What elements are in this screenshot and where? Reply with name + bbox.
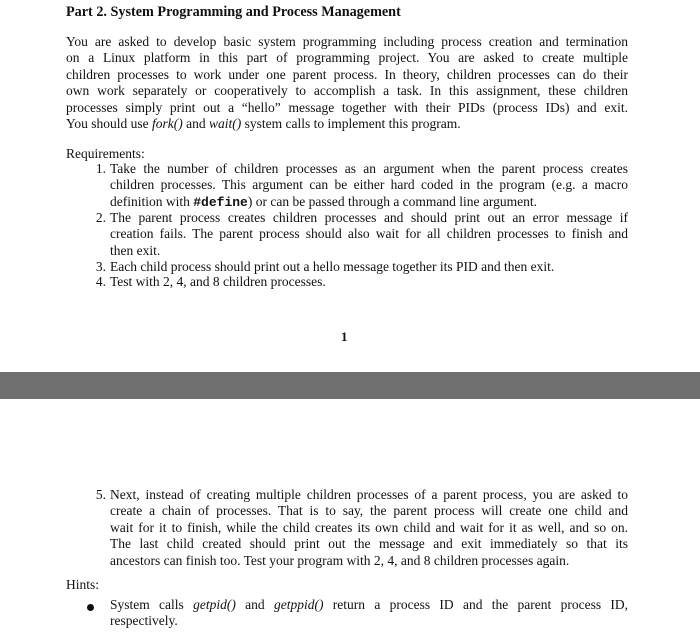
- requirement-item-4: Test with 2, 4, and 8 children processes.: [110, 274, 326, 289]
- requirements-heading: Requirements:: [66, 146, 145, 161]
- requirement-item-5: Next, instead of creating multiple children processes of a parent process, you are asked to create a chain of processes. That is to say, the parent process will create one child and wait for it to finish, while the child creates its own child and wait for it as well, and so on. The last child created should print out the message and exit immediately so that its ancestors can finish too. Test your program with 2, 4, and 8 children processes again.: [110, 487, 628, 568]
- requirement-item-1: Take the number of children processes as an argument when the parent process creates children processes. This argument can be either hard coded in the program (e.g. a macro definition with #define) or can be passed through a command line argument.: [110, 161, 628, 210]
- hints-heading: Hints:: [66, 577, 100, 592]
- getppid-call: getppid(): [273, 597, 324, 612]
- list-number: 5.: [95, 487, 106, 502]
- intro-line: You are asked to develop basic system programming including process creation and termination: [66, 34, 628, 49]
- requirement-item-3: Each child process should print out a hello message together its PID and then exit.: [110, 259, 555, 274]
- requirement-item-2: The parent process creates children processes and should print out an error message if creation fails. The parent process should also wait for all children processes to finish and then exit.: [110, 210, 628, 258]
- intro-paragraph: [66, 34, 628, 132]
- wait-call: wait(): [209, 116, 242, 132]
- document-page-2: [0, 399, 700, 636]
- intro-line: own work separately or cooperatively to accomplish a task. In this assignment, these children: [66, 83, 628, 99]
- page-number: 1: [341, 329, 348, 344]
- list-number: 3.: [95, 259, 106, 274]
- intro-line: children processes to work under one parent process. In theory, children processes can do their: [66, 66, 628, 82]
- define-keyword: #define: [193, 194, 248, 210]
- intro-line-last: You should use fork() and wait() system calls to implement this program.: [66, 116, 461, 132]
- hint-item: System calls getpid() and getppid() return a process ID and the parent process ID, respectively.: [110, 597, 628, 629]
- section-title: Part 2. System Programming and Process Management: [66, 4, 401, 20]
- getpid-call: getpid(): [193, 597, 236, 612]
- list-number: 2.: [95, 210, 106, 225]
- page-divider: [0, 372, 700, 399]
- list-number: 1.: [95, 161, 106, 176]
- fork-call: fork(): [152, 116, 183, 132]
- intro-line: on a Linux platform in this part of programming project. You are asked to create multiple: [66, 50, 628, 66]
- bullet-icon: [87, 604, 94, 611]
- list-number: 4.: [95, 274, 106, 289]
- intro-line: processes simply print out a “hello” message together with their PIDs (process IDs) and exit.: [66, 99, 628, 115]
